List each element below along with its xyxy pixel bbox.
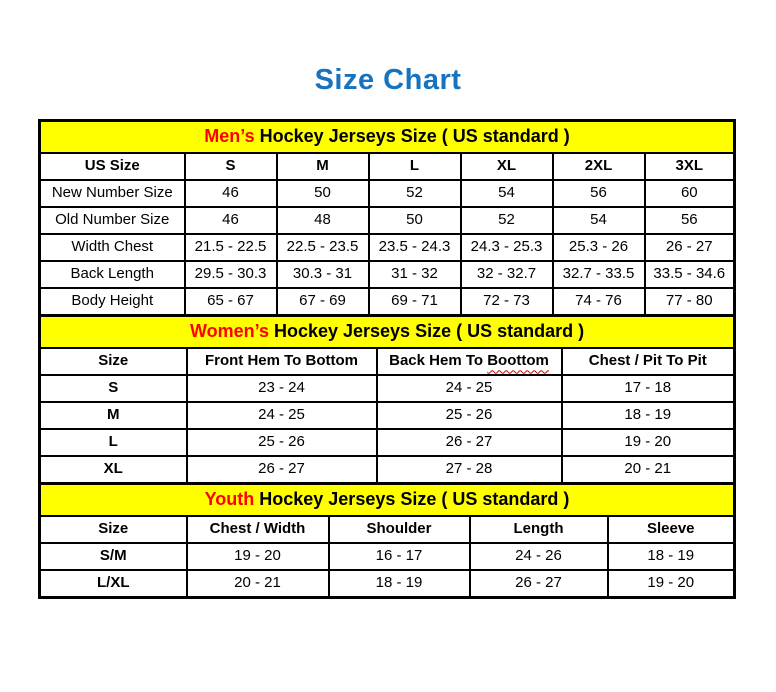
row-label: Body Height <box>40 288 185 316</box>
cell: 27 - 28 <box>377 456 562 484</box>
cell: 67 - 69 <box>277 288 369 316</box>
cell: 26 - 27 <box>187 456 377 484</box>
cell: 20 - 21 <box>562 456 735 484</box>
row-label: L <box>40 429 187 456</box>
table-row <box>40 180 735 207</box>
size-tables-container <box>38 119 733 599</box>
cell: 25 - 26 <box>377 402 562 429</box>
table-row <box>40 429 735 456</box>
youth-title-highlight: Youth <box>204 489 255 510</box>
cell: 72 - 73 <box>461 288 553 316</box>
cell: 18 - 19 <box>562 402 735 429</box>
cell: 24 - 25 <box>187 402 377 429</box>
cell: 30.3 - 31 <box>277 261 369 288</box>
youth-band-row <box>40 484 735 517</box>
row-label: S/M <box>40 543 187 570</box>
cell: 50 <box>277 180 369 207</box>
womens-header-row <box>40 348 735 375</box>
cell: 23 - 24 <box>187 375 377 402</box>
cell: 20 - 21 <box>187 570 329 598</box>
column-header: Size <box>40 516 187 543</box>
column-header: L <box>369 153 461 180</box>
youth-size-table <box>38 482 736 599</box>
row-label: M <box>40 402 187 429</box>
cell: 32 - 32.7 <box>461 261 553 288</box>
cell: 52 <box>461 207 553 234</box>
youth-title-rest: Hockey Jerseys Size ( US standard ) <box>254 489 570 510</box>
mens-table-title <box>40 121 735 154</box>
column-header: Chest / Pit To Pit <box>562 348 735 375</box>
column-header: US Size <box>40 153 185 180</box>
womens-title-rest: Hockey Jerseys Size ( US standard ) <box>268 321 585 342</box>
womens-table-title <box>40 316 735 349</box>
cell: 50 <box>369 207 461 234</box>
womens-size-table <box>38 314 736 485</box>
table-row <box>40 375 735 402</box>
womens-title-highlight: Women’s <box>189 321 269 342</box>
cell: 19 - 20 <box>562 429 735 456</box>
row-label: Width Chest <box>40 234 185 261</box>
column-header: S <box>185 153 277 180</box>
cell: 19 - 20 <box>187 543 329 570</box>
table-row <box>40 261 735 288</box>
youth-table-title <box>40 484 735 517</box>
column-header: 3XL <box>645 153 735 180</box>
column-header: M <box>277 153 369 180</box>
row-label: Back Length <box>40 261 185 288</box>
cell: 54 <box>461 180 553 207</box>
cell: 17 - 18 <box>562 375 735 402</box>
table-row <box>40 288 735 316</box>
table-row <box>40 234 735 261</box>
cell: 19 - 20 <box>608 570 735 598</box>
cell: 65 - 67 <box>185 288 277 316</box>
mens-header-row <box>40 153 735 180</box>
womens-band-row <box>40 316 735 349</box>
table-row <box>40 543 735 570</box>
cell: 48 <box>277 207 369 234</box>
row-label: New Number Size <box>40 180 185 207</box>
cell: 54 <box>553 207 645 234</box>
column-header: Front Hem To Bottom <box>187 348 377 375</box>
cell: 33.5 - 34.6 <box>645 261 735 288</box>
cell: 21.5 - 22.5 <box>185 234 277 261</box>
cell: 22.5 - 23.5 <box>277 234 369 261</box>
column-header: Length <box>470 516 608 543</box>
mens-size-table <box>38 119 736 317</box>
page-title: Size Chart <box>314 64 462 96</box>
column-header <box>377 348 562 375</box>
mens-title-highlight: Men’s <box>204 126 255 147</box>
cell: 26 - 27 <box>470 570 608 598</box>
row-label: Old Number Size <box>40 207 185 234</box>
cell: 26 - 27 <box>377 429 562 456</box>
column-header: Chest / Width <box>187 516 329 543</box>
cell: 77 - 80 <box>645 288 735 316</box>
row-label: L/XL <box>40 570 187 598</box>
cell: 46 <box>185 180 277 207</box>
cell: 18 - 19 <box>329 570 470 598</box>
cell: 26 - 27 <box>645 234 735 261</box>
mens-title-rest: Hockey Jerseys Size ( US standard ) <box>254 126 570 147</box>
table-row <box>40 570 735 598</box>
cell: 24.3 - 25.3 <box>461 234 553 261</box>
cell: 23.5 - 24.3 <box>369 234 461 261</box>
column-header: XL <box>461 153 553 180</box>
cell: 31 - 32 <box>369 261 461 288</box>
row-label: XL <box>40 456 187 484</box>
cell: 56 <box>553 180 645 207</box>
table-row <box>40 402 735 429</box>
cell: 24 - 26 <box>470 543 608 570</box>
cell: 52 <box>369 180 461 207</box>
cell: 74 - 76 <box>553 288 645 316</box>
cell: 56 <box>645 207 735 234</box>
row-label: S <box>40 375 187 402</box>
cell: 60 <box>645 180 735 207</box>
cell: 24 - 25 <box>377 375 562 402</box>
back-hem-label-prefix: Back Hem To <box>389 352 488 370</box>
table-row <box>40 207 735 234</box>
column-header: Size <box>40 348 187 375</box>
cell: 16 - 17 <box>329 543 470 570</box>
cell: 25 - 26 <box>187 429 377 456</box>
cell: 18 - 19 <box>608 543 735 570</box>
column-header: Shoulder <box>329 516 470 543</box>
column-header: Sleeve <box>608 516 735 543</box>
mens-band-row <box>40 121 735 154</box>
column-header: 2XL <box>553 153 645 180</box>
table-row <box>40 456 735 484</box>
youth-header-row <box>40 516 735 543</box>
cell: 69 - 71 <box>369 288 461 316</box>
cell: 32.7 - 33.5 <box>553 261 645 288</box>
back-hem-misspelled-word: Boottom <box>487 352 549 370</box>
cell: 25.3 - 26 <box>553 234 645 261</box>
cell: 46 <box>185 207 277 234</box>
cell: 29.5 - 30.3 <box>185 261 277 288</box>
